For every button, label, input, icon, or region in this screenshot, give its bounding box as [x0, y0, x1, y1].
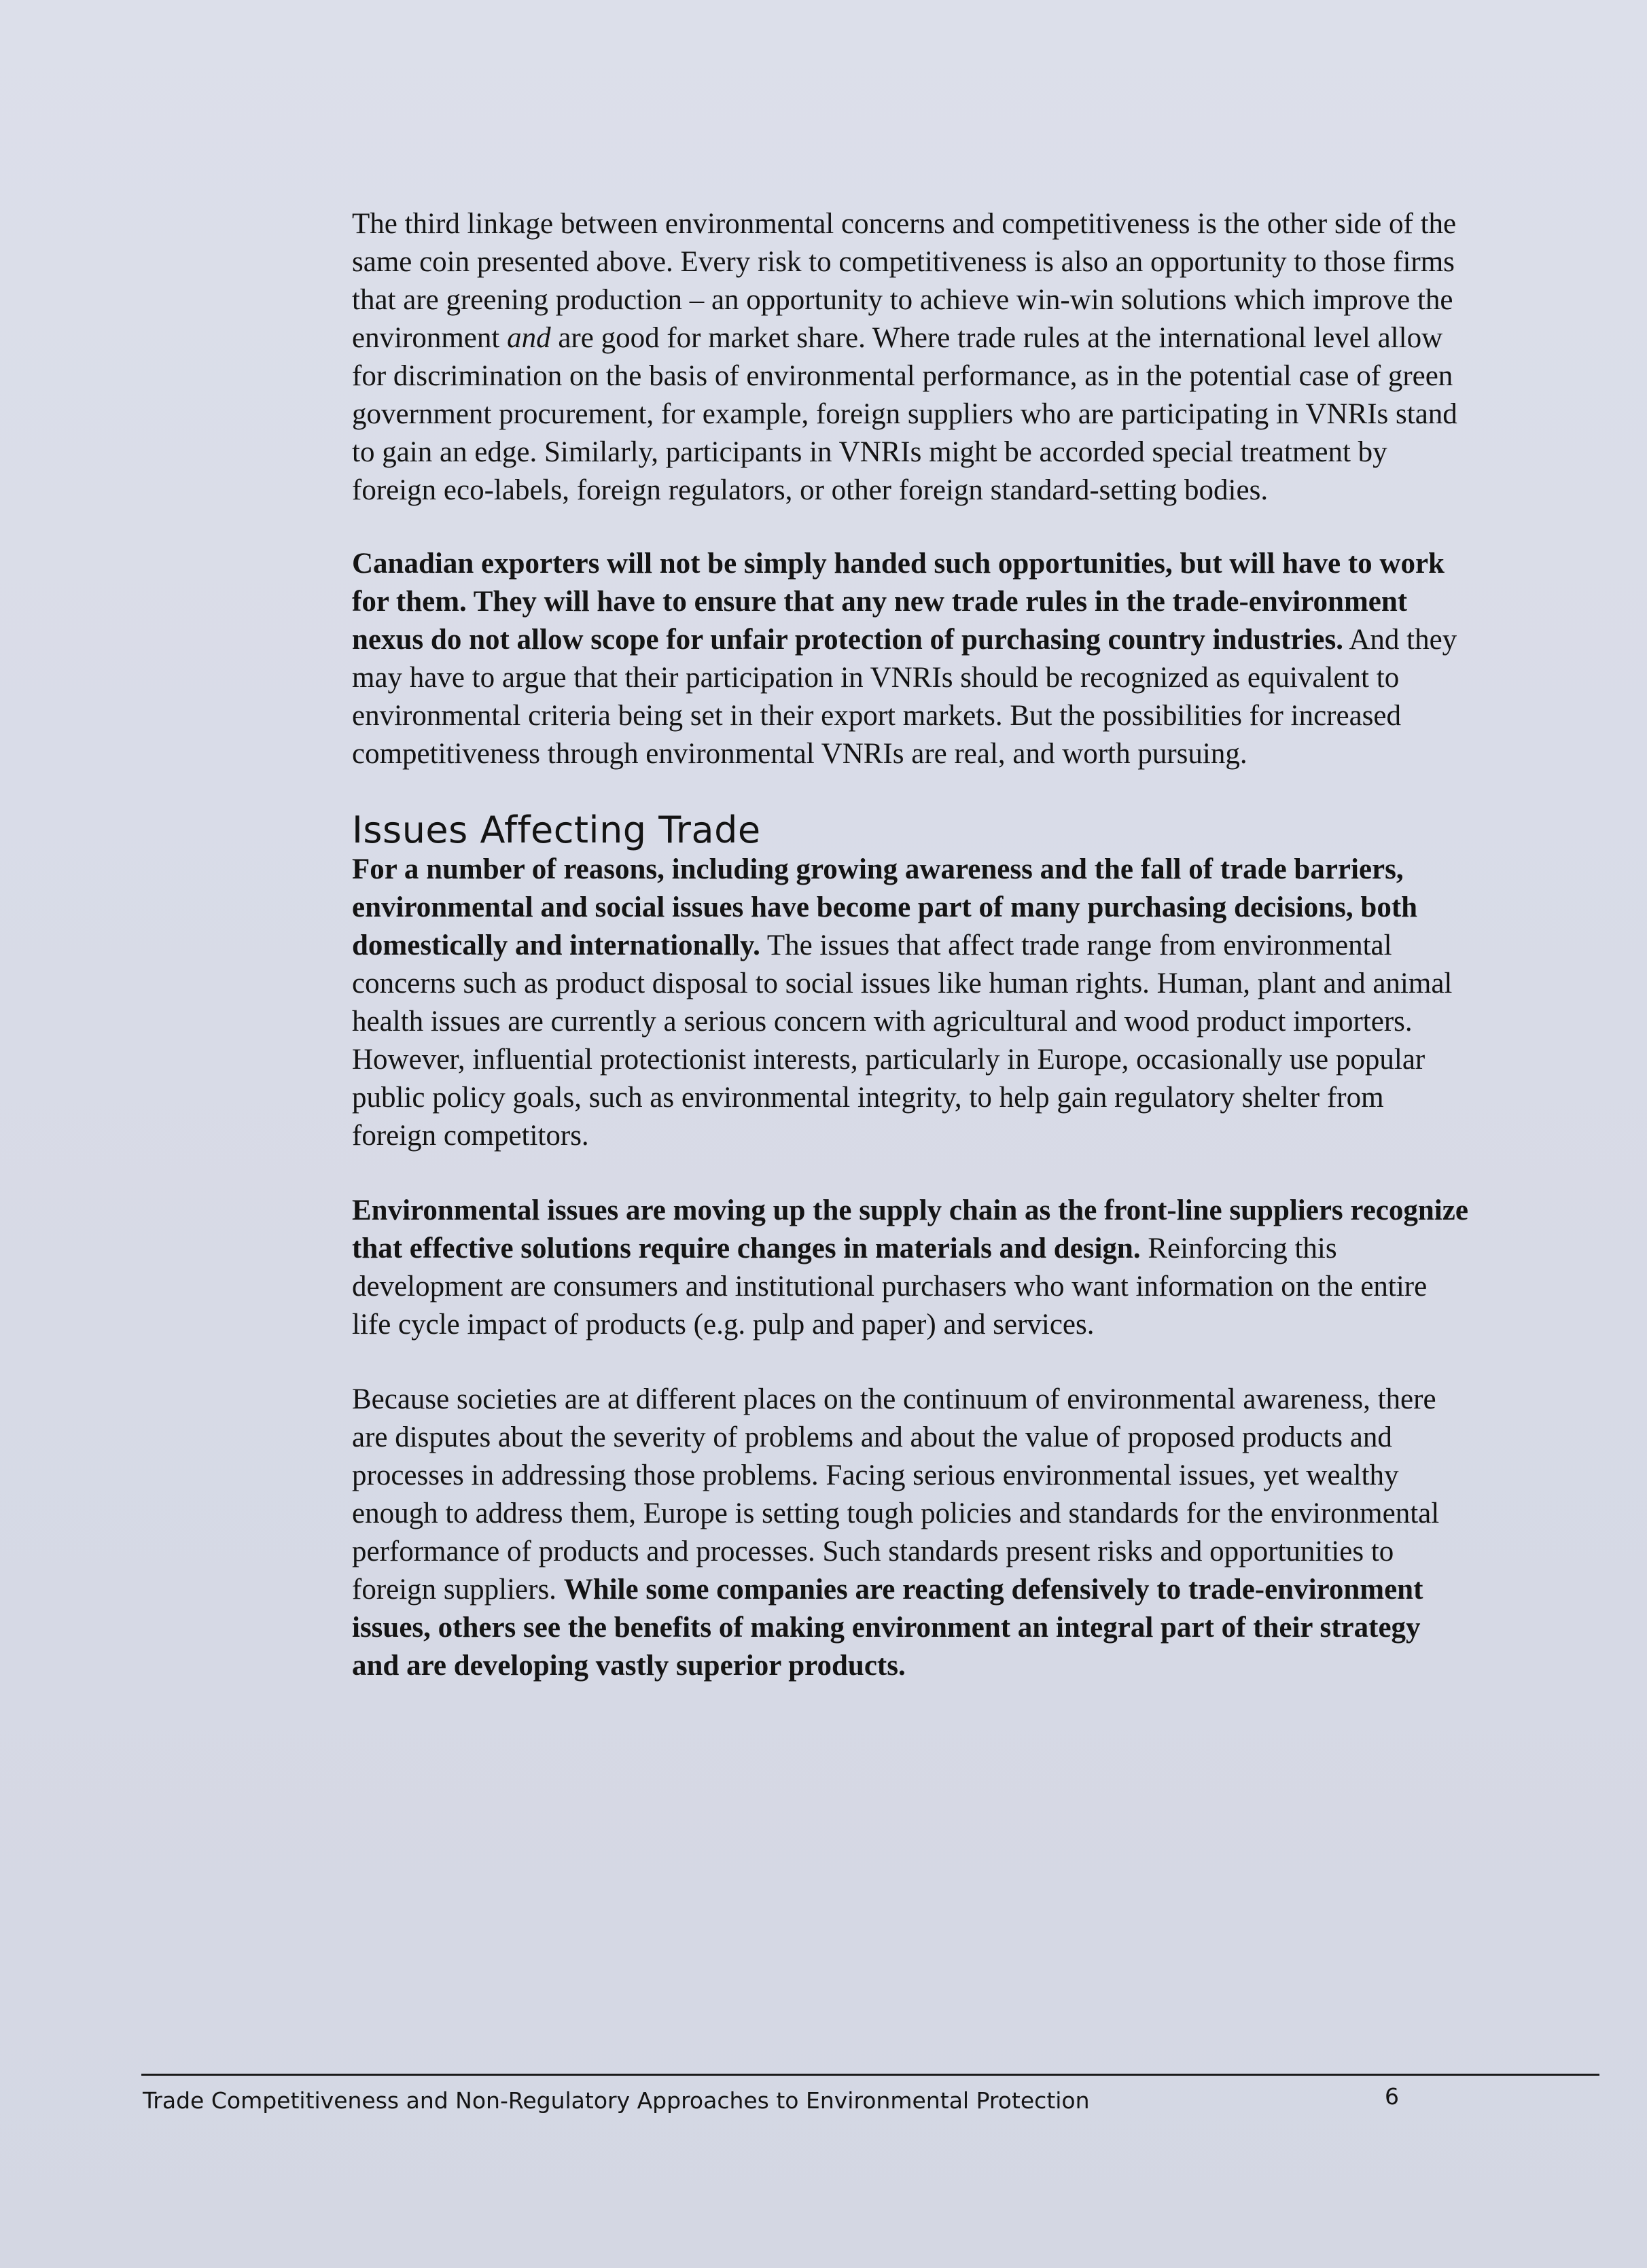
- bold-statement: Canadian exporters will not be simply handed such opportunities, but will have to work for them. They will have to ensure that any new trade rules in the trade-environment nexus do not allow scope for unfair protection of purchasing country industries.: [352, 548, 1445, 656]
- paragraph-text: And they may have to argue that their participation in VNRIs should be recognized as equivalent to environmental criteria being set in their export markets. But the possibilities for increased competitiveness through environmental VNRIs are real, and worth pursuing.: [352, 624, 1457, 770]
- paragraph-text: Because societies are at different places on the continuum of environmental awareness, there are disputes about the severity of problems and about the value of proposed products and processes in addressing those problems. Facing serious environmental issues, yet wealthy enough to address them, Europe is setting tough policies and standards for the environmental performance of products and processes. Such standards present risks and opportunities to foreign suppliers.: [352, 1383, 1440, 1606]
- paragraph-text: are good for market share. Where trade rules at the international level allow for discrimination on the basis of environmental performance, as in the potential case of green government procurement, for example, foreign suppliers who are participating in VNRIs stand to gain an edge. Similarly, participants in VNRIs might be accorded special treatment by foreign eco-labels, foreign regulators, or other foreign standard-setting bodies.: [352, 322, 1457, 506]
- paragraph-text: The third linkage between environmental concerns and competitiveness is the other side of the same coin presented above. Every risk to competitiveness is also an opportunity to those firms that are greening production – an opportunity to achieve win-win solutions which improve the environment: [352, 208, 1457, 354]
- footer-title: Trade Competitiveness and Non-Regulatory Approaches to Environmental Protection: [143, 2087, 1090, 2114]
- italic-emphasis: and: [507, 322, 551, 354]
- paragraph-reasons: [352, 851, 1473, 1155]
- paragraph-supply-chain: [352, 1192, 1473, 1344]
- bold-statement: For a number of reasons, including growing awareness and the fall of trade barriers, environmental and social issues have become part of many purchasing decisions, both domestically and internationally.: [352, 853, 1418, 961]
- page-number: 6: [1385, 2083, 1399, 2110]
- paragraph-text: The issues that affect trade range from environmental concerns such as product disposal to social issues like human rights. Human, plant and animal health issues are currently a serious concern with agricultural and wood product importers. However, influential protectionist interests, particularly in Europe, occasionally use popular public policy goals, such as environmental integrity, to help gain regulatory shelter from foreign competitors.: [352, 929, 1453, 1152]
- bold-statement: While some companies are reacting defensively to trade-environment issues, others see the benefits of making environment an integral part of their strategy and are developing vastly superior products.: [352, 1574, 1423, 1682]
- paragraph-canadian-exporters: [352, 545, 1473, 773]
- paragraph-third-linkage: [352, 205, 1473, 510]
- main-content: [352, 205, 1473, 1685]
- footer-divider: [141, 2074, 1599, 2076]
- paragraph-text: Reinforcing this development are consumers and institutional purchasers who want information on the entire life cycle impact of products (e.g. pulp and paper) and services.: [352, 1233, 1428, 1341]
- paragraph-societies: [352, 1381, 1473, 1685]
- section-heading: Issues Affecting Trade: [352, 809, 761, 851]
- bold-statement: Environmental issues are moving up the supply chain as the front-line suppliers recognize that effective solutions require changes in materials and design.: [352, 1194, 1468, 1264]
